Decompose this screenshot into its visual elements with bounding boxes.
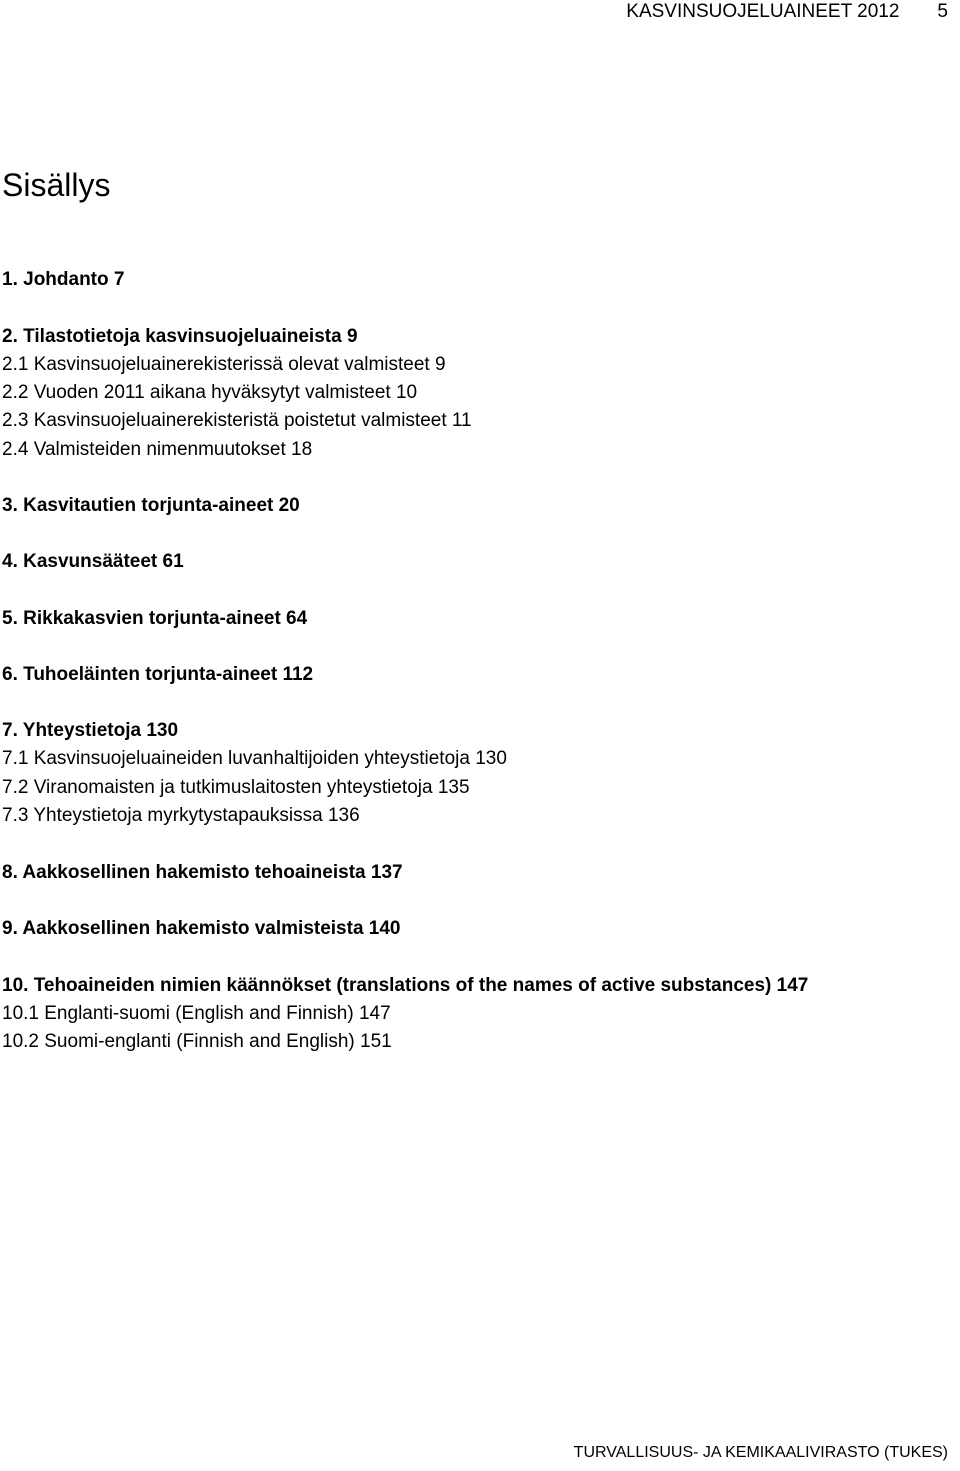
header-title: KASVINSUOJELUAINEET 2012	[626, 1, 900, 22]
toc-entry-2-4[interactable]: 2.4 Valmisteiden nimenmuutokset 18	[2, 439, 313, 460]
toc-entry-7-2[interactable]: 7.2 Viranomaisten ja tutkimuslaitosten yhteystietoja 135	[2, 777, 470, 798]
toc-entry-3[interactable]: 3. Kasvitautien torjunta-aineet 20	[2, 495, 300, 516]
toc-entry-8[interactable]: 8. Aakkosellinen hakemisto tehoaineista 137	[2, 862, 403, 883]
toc-entry-7[interactable]: 7. Yhteystietoja 130	[2, 720, 179, 741]
page-footer: TURVALLISUUS- JA KEMIKAALIVIRASTO (TUKES)	[573, 1444, 948, 1461]
toc-entry-10-1[interactable]: 10.1 Englanti-suomi (English and Finnish) 147	[2, 1003, 391, 1024]
page-number: 5	[937, 1, 948, 22]
toc-entry-9[interactable]: 9. Aakkosellinen hakemisto valmisteista 140	[2, 918, 401, 939]
toc-entry-10-2[interactable]: 10.2 Suomi-englanti (Finnish and English) 151	[2, 1031, 392, 1052]
toc-entry-5[interactable]: 5. Rikkakasvien torjunta-aineet 64	[2, 608, 308, 629]
toc-entry-7-3[interactable]: 7.3 Yhteystietoja myrkytystapauksissa 136	[2, 805, 360, 826]
toc-entry-10[interactable]: 10. Tehoaineiden nimien käännökset (translations of the names of active substances) 147	[2, 975, 809, 996]
toc-entry-4[interactable]: 4. Kasvunsääteet 61	[2, 551, 184, 572]
toc-entry-2[interactable]: 2. Tilastotietoja kasvinsuojeluaineista 9	[2, 326, 358, 347]
page-title: Sisällys	[2, 167, 111, 203]
toc-entry-7-1[interactable]: 7.1 Kasvinsuojeluaineiden luvanhaltijoiden yhteystietoja 130	[2, 748, 507, 769]
toc-entry-2-1[interactable]: 2.1 Kasvinsuojeluainerekisterissä olevat valmisteet 9	[2, 354, 446, 375]
toc-entry-2-3[interactable]: 2.3 Kasvinsuojeluainerekisteristä poistetut valmisteet 11	[2, 410, 472, 431]
toc-entry-1[interactable]: 1. Johdanto 7	[2, 269, 125, 290]
page-header	[626, 0, 948, 24]
toc-entry-2-2[interactable]: 2.2 Vuoden 2011 aikana hyväksytyt valmisteet 10	[2, 382, 418, 403]
toc-entry-6[interactable]: 6. Tuhoeläinten torjunta-aineet 112	[2, 664, 314, 685]
